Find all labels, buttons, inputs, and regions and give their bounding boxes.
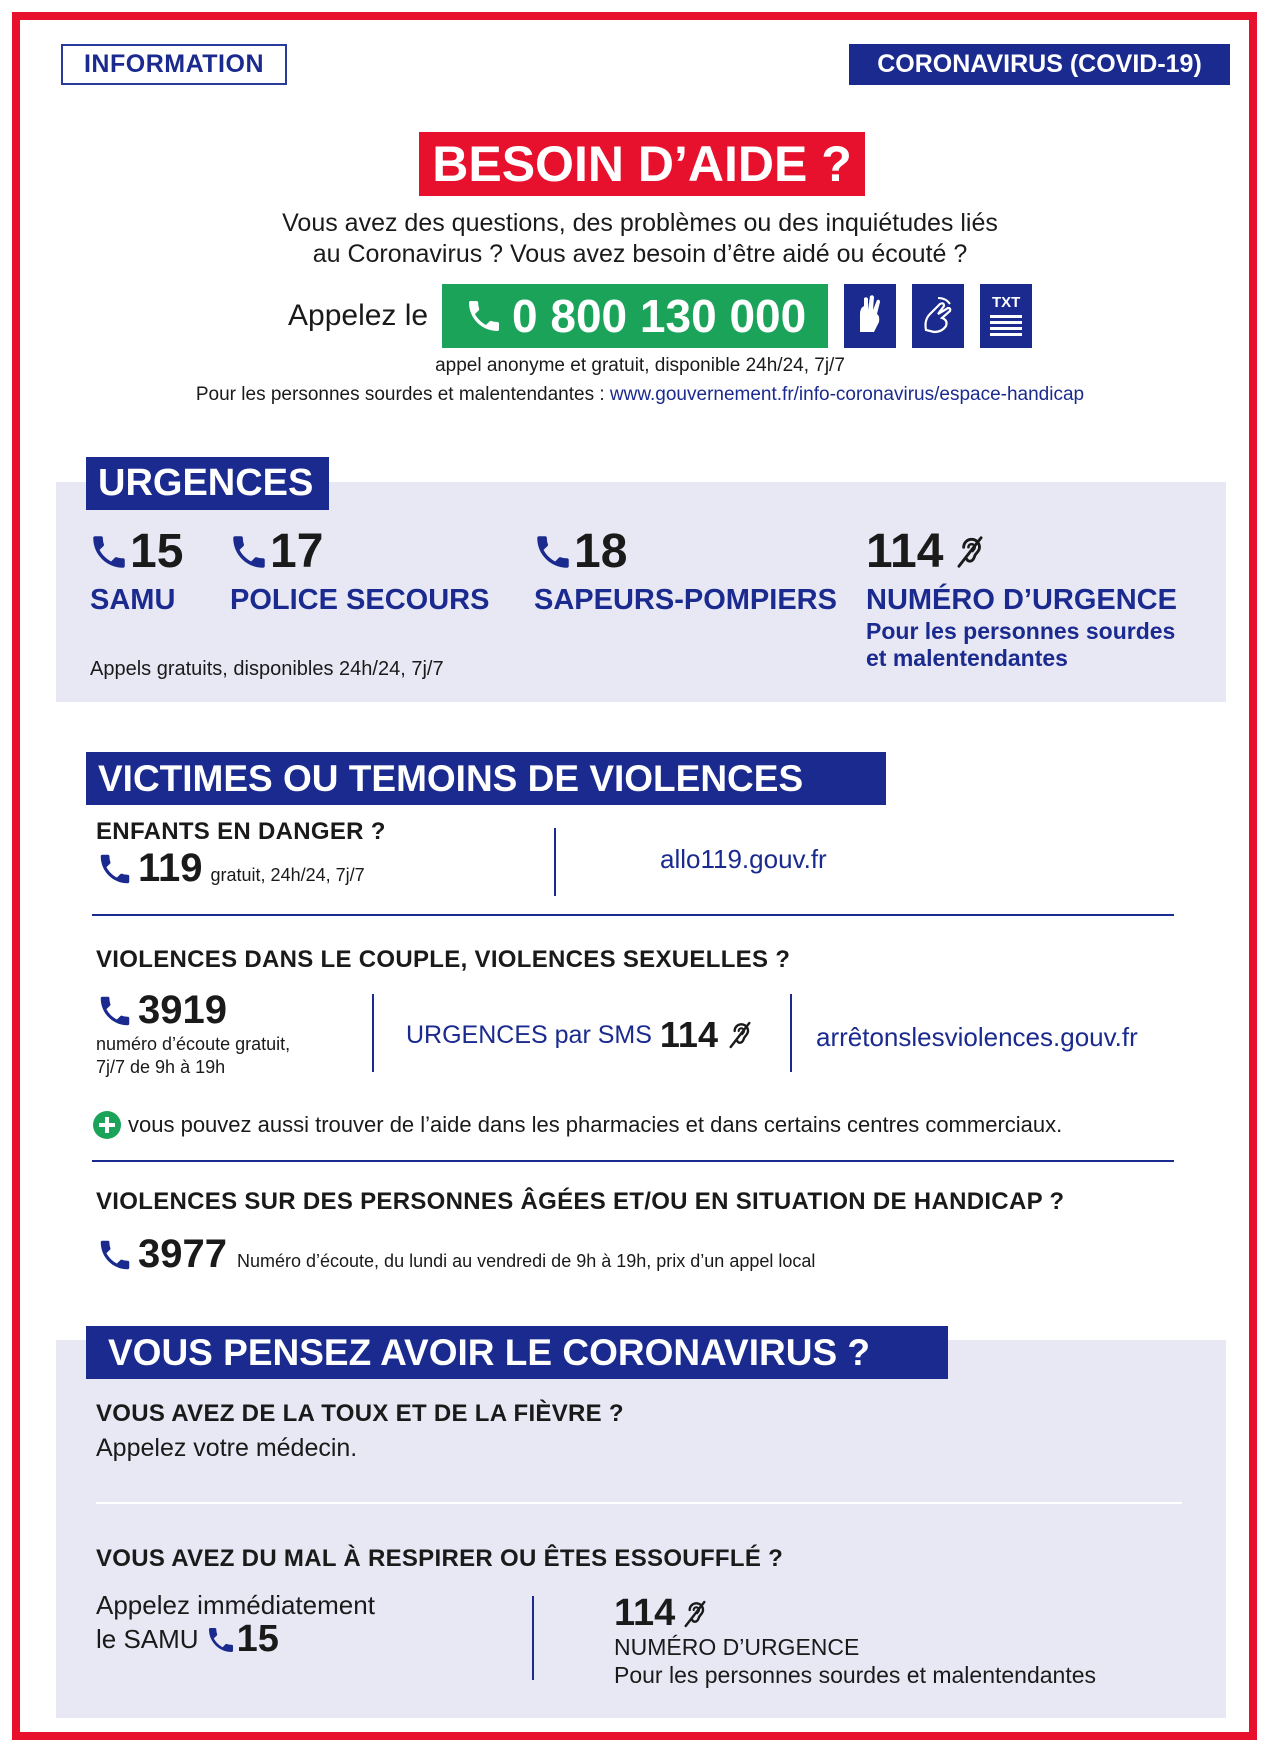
- intro-line-2: au Coronavirus ? Vous avez besoin d’être aidé ou écouté ?: [312, 240, 968, 268]
- hotline-number: 0 800 130 000: [512, 290, 807, 342]
- elderly-number[interactable]: 3977 Numéro d’écoute, du lundi au vendredi de 9h à 19h, prix d’un appel local: [96, 1232, 815, 1277]
- hearing-impaired-icon: [679, 1598, 711, 1630]
- covid-tag: CORONAVIRUS (COVID-19): [849, 44, 1230, 85]
- pharmacy-note: vous pouvez aussi trouver de l’aide dans les pharmacies et dans certains centres commerciaux.: [92, 1110, 1062, 1140]
- cough-question: VOUS AVEZ DE LA TOUX ET DE LA FIÈVRE ?: [96, 1400, 624, 1427]
- samu-number[interactable]: 15: [88, 524, 183, 579]
- call-label: Appelez le: [288, 299, 429, 332]
- pompiers-number[interactable]: 18: [532, 524, 627, 579]
- intro-text: [140, 208, 1140, 270]
- sign-language-icon: [844, 284, 896, 348]
- sms-emergency[interactable]: URGENCES par SMS 114: [406, 1014, 756, 1056]
- phone-icon: [464, 296, 504, 336]
- elderly-question: VIOLENCES SUR DES PERSONNES ÂGÉES ET/OU EN SITUATION DE HANDICAP ?: [96, 1188, 1065, 1215]
- breathing-question: VOUS AVEZ DU MAL À RESPIRER OU ÊTES ESSOUFFLÉ ?: [96, 1545, 784, 1572]
- intro-line-1: Vous avez des questions, des problèmes ou des inquiétudes liés: [282, 209, 998, 237]
- pharmacy-plus-icon: [92, 1110, 122, 1140]
- couple-question: VIOLENCES DANS LE COUPLE, VIOLENCES SEXUELLES ?: [96, 946, 791, 973]
- breathing-114-number[interactable]: 114: [614, 1592, 711, 1635]
- phone-icon: [96, 850, 134, 888]
- phone-icon: [532, 531, 574, 573]
- couple-note-2: 7j/7 de 9h à 19h: [96, 1057, 226, 1077]
- divider: [554, 828, 556, 896]
- police-label: POLICE SECOURS: [230, 584, 490, 616]
- breathing-samu[interactable]: le SAMU 15: [96, 1618, 279, 1660]
- hearing-impaired-icon: [724, 1019, 756, 1051]
- arretonslesviolences-link[interactable]: arrêtonslesviolences.gouv.fr: [816, 1022, 1138, 1052]
- lip-reading-icon: [912, 284, 964, 348]
- divider: [92, 914, 1174, 916]
- coronavirus-title: VOUS PENSEZ AVOIR LE CORONAVIRUS ?: [86, 1326, 948, 1379]
- emergency-114-label: NUMÉRO D’URGENCE: [866, 584, 1177, 616]
- violences-title: VICTIMES OU TEMOINS DE VIOLENCES: [86, 752, 886, 805]
- urgences-note: Appels gratuits, disponibles 24h/24, 7j/7: [90, 658, 444, 680]
- pompiers-label: SAPEURS-POMPIERS: [534, 584, 837, 616]
- divider: [532, 1596, 534, 1680]
- urgences-title: URGENCES: [86, 457, 329, 510]
- phone-icon: [88, 531, 130, 573]
- breathing-114-sub: Pour les personnes sourdes et malentendantes: [614, 1662, 1097, 1688]
- divider: [96, 1502, 1182, 1504]
- couple-number[interactable]: 3919: [96, 988, 227, 1033]
- text-relay-icon: [980, 284, 1032, 348]
- breathing-answer-1: Appelez immédiatement: [96, 1590, 375, 1620]
- divider: [372, 994, 374, 1072]
- phone-icon: [205, 1624, 237, 1656]
- phone-icon: [96, 1236, 134, 1274]
- emergency-114-sub: Pour les personnes sourdes et malentendantes: [866, 618, 1176, 671]
- deaf-info-prefix: Pour les personnes sourdes et malentendantes :: [195, 384, 610, 405]
- phone-icon: [228, 531, 270, 573]
- samu-label: SAMU: [90, 584, 176, 616]
- deaf-info-link[interactable]: www.gouvernement.fr/info-coronavirus/espace-handicap: [609, 384, 1085, 405]
- allo119-link[interactable]: allo119.gouv.fr: [660, 844, 827, 874]
- police-number[interactable]: 17: [228, 524, 323, 579]
- txt-label: TXT: [991, 294, 1021, 311]
- emergency-114-number[interactable]: 114: [866, 524, 989, 579]
- phone-icon: [96, 992, 134, 1030]
- information-tag: INFORMATION: [61, 44, 287, 85]
- call-row: [288, 283, 1032, 349]
- breathing-114-label: NUMÉRO D’URGENCE: [614, 1634, 860, 1660]
- children-number[interactable]: 119 gratuit, 24h/24, 7j/7: [96, 846, 365, 891]
- anonymous-note: appel anonyme et gratuit, disponible 24h/24, 7j/7: [435, 355, 845, 376]
- divider: [790, 994, 792, 1072]
- hearing-impaired-icon: [951, 533, 989, 571]
- deaf-info-line: [140, 384, 1140, 406]
- divider: [92, 1160, 1174, 1162]
- cough-answer: Appelez votre médecin.: [96, 1434, 358, 1462]
- hotline-button[interactable]: [442, 284, 828, 348]
- couple-note-1: numéro d’écoute gratuit,: [96, 1034, 291, 1054]
- page-title: BESOIN D’AIDE ?: [419, 132, 865, 196]
- children-question: ENFANTS EN DANGER ?: [96, 818, 386, 845]
